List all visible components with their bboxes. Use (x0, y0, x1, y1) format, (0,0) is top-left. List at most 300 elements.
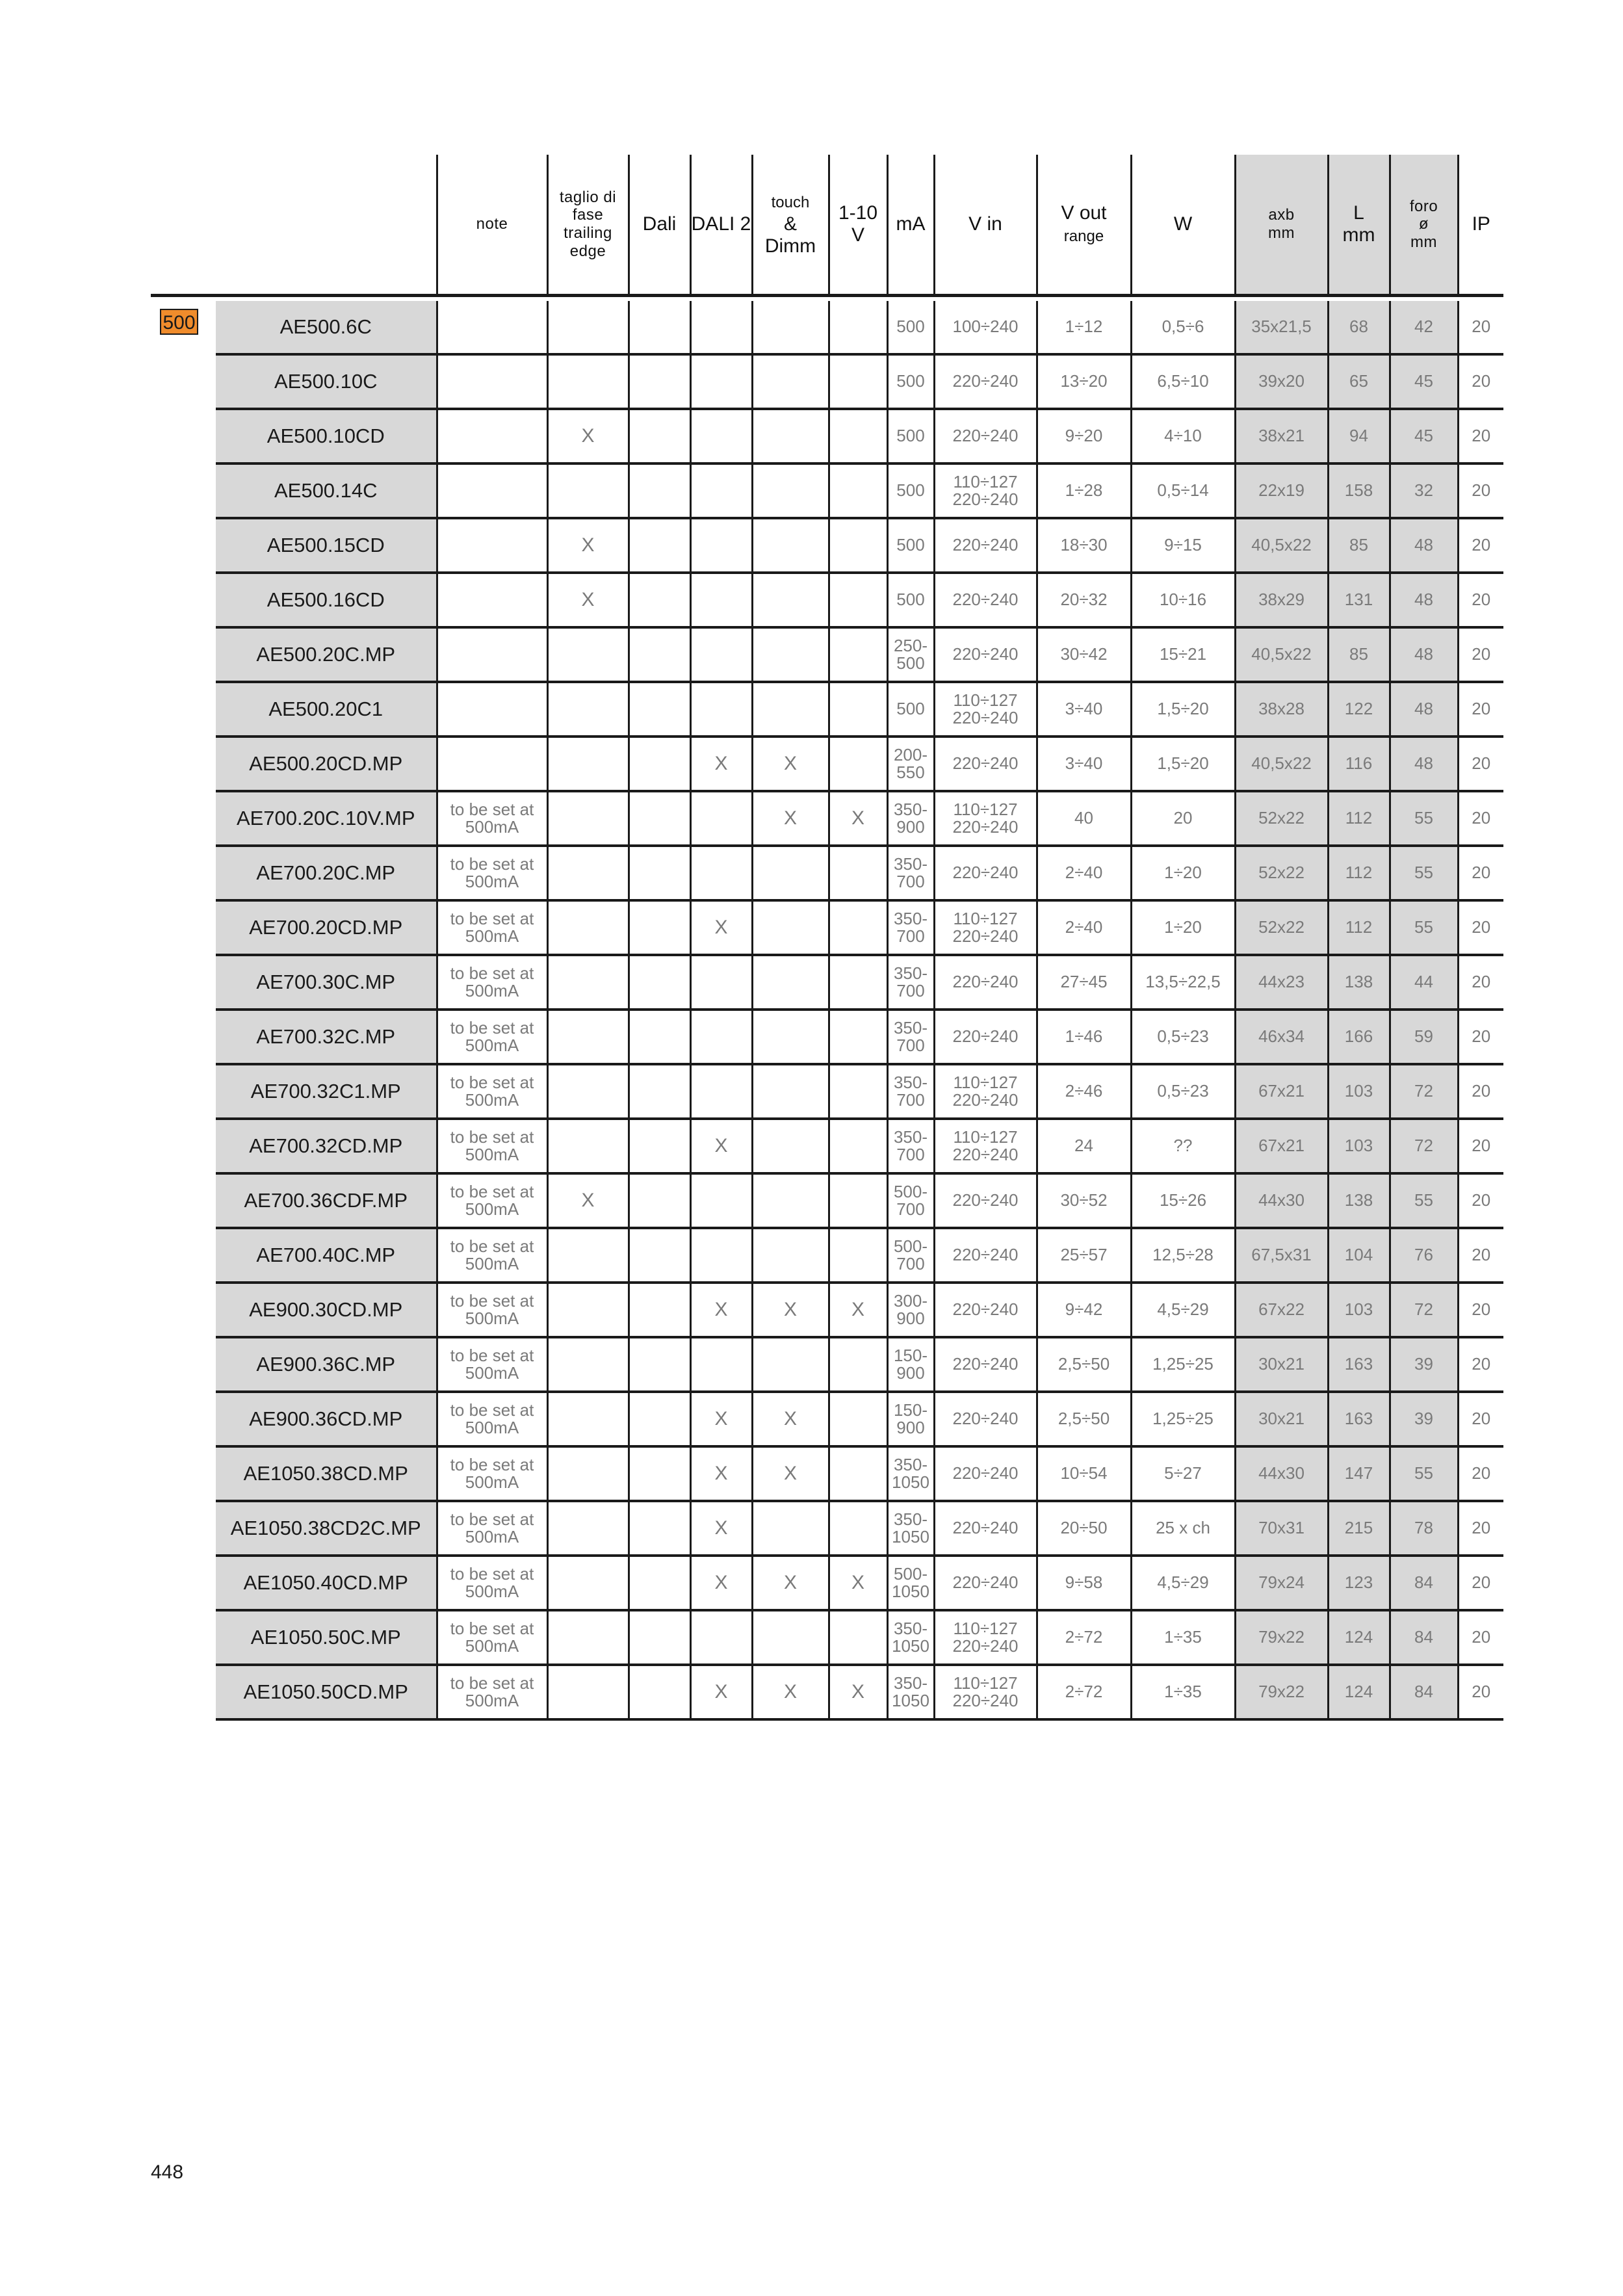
trailing-edge-cell: X (547, 409, 629, 463)
model-cell: AE1050.38CD.MP (216, 1446, 437, 1501)
vout-cell: 1÷46 (1037, 1010, 1131, 1064)
vout-cell: 24 (1037, 1119, 1131, 1173)
header-foro (1390, 155, 1458, 296)
one-ten-v-cell (829, 409, 887, 463)
header-axb-line: axb (1268, 206, 1295, 224)
header-touch-dimm-line: touch (771, 194, 810, 212)
note-cell-line: 500mA (465, 981, 519, 1000)
ma-cell-line: 900 (896, 1309, 925, 1328)
one-ten-v-cell (829, 573, 887, 627)
trailing-edge-cell (547, 1556, 629, 1610)
vin-cell (934, 354, 1037, 409)
one-ten-v-cell (829, 1501, 887, 1556)
ip-cell: 20 (1458, 354, 1503, 409)
model-cell: AE1050.50CD.MP (216, 1665, 437, 1719)
ma-cell-line: 500- (893, 1236, 928, 1256)
vin-cell (934, 1064, 1037, 1119)
vin-cell (934, 573, 1037, 627)
header-vout-range (1037, 155, 1131, 296)
vin-cell-line: 110÷127 (953, 471, 1018, 491)
ma-cell (887, 463, 934, 518)
table-row (151, 1119, 1503, 1173)
one-ten-v-cell: X (829, 791, 887, 846)
ma-cell-line: 500 (896, 426, 925, 446)
trailing-edge-cell (547, 846, 629, 900)
vin-cell (934, 518, 1037, 573)
foro-cell: 72 (1390, 1119, 1458, 1173)
header-w: W (1131, 155, 1235, 296)
touch-dimm-cell (752, 682, 829, 737)
axb-cell: 46x34 (1235, 1010, 1328, 1064)
header-ma: mA (887, 155, 934, 296)
vin-cell-line: 220÷240 (952, 1090, 1019, 1110)
length-cell: 163 (1328, 1337, 1390, 1392)
row-spacer-cell (151, 1228, 216, 1283)
row-spacer-cell (151, 409, 216, 463)
one-ten-v-cell (829, 1010, 887, 1064)
touch-dimm-cell (752, 1337, 829, 1392)
one-ten-v-cell (829, 955, 887, 1010)
touch-dimm-cell (752, 1228, 829, 1283)
ip-cell: 20 (1458, 900, 1503, 955)
note-cell-line: to be set at (450, 1673, 534, 1693)
ma-cell (887, 1283, 934, 1337)
ma-cell-line: 200- (893, 744, 928, 764)
note-cell-line: to be set at (450, 1454, 534, 1474)
ma-cell-line: 350- (893, 1072, 928, 1092)
foro-cell: 48 (1390, 573, 1458, 627)
note-cell-line: to be set at (450, 963, 534, 983)
vin-cell-line: 220÷240 (952, 972, 1019, 992)
trailing-edge-cell: X (547, 573, 629, 627)
trailing-edge-cell (547, 1337, 629, 1392)
one-ten-v-cell (829, 737, 887, 791)
watt-cell: 1,25÷25 (1131, 1337, 1235, 1392)
note-cell-line: to be set at (450, 854, 534, 874)
touch-dimm-cell (752, 1010, 829, 1064)
note-cell-line: to be set at (450, 1072, 534, 1092)
table-row (151, 1665, 1503, 1719)
ma-cell-line: 500- (893, 1563, 928, 1584)
dali2-cell: X (690, 900, 752, 955)
vin-cell-line: 220÷240 (952, 535, 1019, 555)
ma-cell (887, 1337, 934, 1392)
vin-cell-line: 220÷240 (952, 1026, 1019, 1047)
axb-cell: 79x22 (1235, 1665, 1328, 1719)
header-vout-line: V out (1061, 202, 1107, 224)
row-spacer-cell (151, 518, 216, 573)
dali2-cell (690, 301, 752, 354)
watt-cell: 15÷26 (1131, 1173, 1235, 1228)
one-ten-v-cell (829, 1446, 887, 1501)
vout-cell: 30÷42 (1037, 627, 1131, 682)
header-length (1328, 155, 1390, 296)
note-cell (437, 1283, 547, 1337)
ip-cell: 20 (1458, 1610, 1503, 1665)
header-touch-dimm-line: Dimm (764, 235, 816, 257)
ma-cell-line: 700 (896, 981, 925, 1000)
row-spacer-cell (151, 1610, 216, 1665)
vout-cell: 3÷40 (1037, 682, 1131, 737)
note-cell (437, 301, 547, 354)
dali2-cell (690, 1010, 752, 1064)
length-cell: 85 (1328, 627, 1390, 682)
header-model (216, 155, 437, 296)
model-cell: AE1050.40CD.MP (216, 1556, 437, 1610)
vin-cell (934, 1010, 1037, 1064)
model-cell: AE900.36C.MP (216, 1337, 437, 1392)
table-row (151, 301, 1503, 354)
header-length-line: L (1353, 202, 1364, 224)
dali2-cell (690, 354, 752, 409)
ma-cell (887, 1665, 934, 1719)
ma-cell (887, 1010, 934, 1064)
note-cell-line: 500mA (465, 1636, 519, 1656)
dali-cell (629, 1446, 690, 1501)
vin-cell-line: 220÷240 (952, 1354, 1019, 1374)
foro-cell: 55 (1390, 1446, 1458, 1501)
ma-cell (887, 354, 934, 409)
ma-cell-line: 150- (893, 1400, 928, 1420)
length-cell: 147 (1328, 1446, 1390, 1501)
axb-cell: 52x22 (1235, 846, 1328, 900)
length-cell: 112 (1328, 900, 1390, 955)
ma-cell (887, 573, 934, 627)
model-cell: AE700.20CD.MP (216, 900, 437, 955)
note-cell-line: 500mA (465, 926, 519, 946)
note-cell-line: 500mA (465, 1472, 519, 1492)
touch-dimm-cell: X (752, 1665, 829, 1719)
note-cell-line: to be set at (450, 1509, 534, 1529)
touch-dimm-cell (752, 301, 829, 354)
ma-cell-line: 500- (893, 1181, 928, 1201)
note-cell-line: 500mA (465, 1527, 519, 1546)
vin-cell-line: 220÷240 (952, 1463, 1019, 1483)
vin-cell (934, 1610, 1037, 1665)
touch-dimm-cell: X (752, 1556, 829, 1610)
vin-cell-line: 220÷240 (952, 1636, 1019, 1656)
touch-dimm-cell (752, 409, 829, 463)
ma-cell (887, 1173, 934, 1228)
foro-cell: 72 (1390, 1283, 1458, 1337)
row-spacer-cell (151, 846, 216, 900)
ma-cell-line: 1050 (892, 1582, 929, 1601)
vout-cell: 1÷12 (1037, 301, 1131, 354)
one-ten-v-cell (829, 1610, 887, 1665)
watt-cell: ?? (1131, 1119, 1235, 1173)
touch-dimm-cell (752, 627, 829, 682)
row-spacer-cell (151, 1010, 216, 1064)
foro-cell: 78 (1390, 1501, 1458, 1556)
vout-cell: 40 (1037, 791, 1131, 846)
ma-cell-line: 1050 (892, 1636, 929, 1656)
ma-cell-line: 700 (896, 1199, 925, 1219)
vin-cell-line: 110÷127 (953, 1618, 1018, 1638)
table-row (151, 846, 1503, 900)
note-cell-line: to be set at (450, 908, 534, 928)
ma-cell-line: 350- (893, 1127, 928, 1147)
length-cell: 138 (1328, 1173, 1390, 1228)
vout-cell: 2÷46 (1037, 1064, 1131, 1119)
axb-cell: 40,5x22 (1235, 737, 1328, 791)
axb-cell: 67,5x31 (1235, 1228, 1328, 1283)
table-row (151, 354, 1503, 409)
model-cell: AE500.10C (216, 354, 437, 409)
axb-cell: 39x20 (1235, 354, 1328, 409)
note-cell (437, 1556, 547, 1610)
ip-cell: 20 (1458, 846, 1503, 900)
dali-cell (629, 1665, 690, 1719)
header-note: note (437, 155, 547, 296)
length-cell: 124 (1328, 1665, 1390, 1719)
row-spacer-cell (151, 1446, 216, 1501)
ma-cell-line: 900 (896, 1363, 925, 1383)
dali2-cell (690, 1228, 752, 1283)
foro-cell: 48 (1390, 518, 1458, 573)
header-foro-line: ø (1418, 215, 1429, 233)
vin-cell-line: 220÷240 (952, 1572, 1019, 1593)
note-cell-line: 500mA (465, 1582, 519, 1601)
trailing-edge-cell (547, 791, 629, 846)
vout-cell: 2÷72 (1037, 1665, 1131, 1719)
vout-cell: 13÷20 (1037, 354, 1131, 409)
vout-cell: 25÷57 (1037, 1228, 1131, 1283)
axb-cell: 44x23 (1235, 955, 1328, 1010)
ma-cell-line: 350- (893, 908, 928, 928)
ma-cell (887, 900, 934, 955)
one-ten-v-cell (829, 301, 887, 354)
one-ten-v-cell (829, 518, 887, 573)
note-cell (437, 518, 547, 573)
trailing-edge-cell (547, 1610, 629, 1665)
table-row (151, 682, 1503, 737)
watt-cell: 1÷35 (1131, 1665, 1235, 1719)
note-cell (437, 900, 547, 955)
header-gap (151, 296, 1503, 302)
watt-cell: 20 (1131, 791, 1235, 846)
vin-cell-line: 220÷240 (952, 489, 1019, 509)
vin-cell-line: 110÷127 (953, 1072, 1018, 1092)
vin-cell (934, 791, 1037, 846)
axb-cell: 40,5x22 (1235, 627, 1328, 682)
ip-cell: 20 (1458, 1119, 1503, 1173)
foro-cell: 42 (1390, 301, 1458, 354)
row-spacer-cell (151, 1119, 216, 1173)
vin-cell-line: 220÷240 (952, 817, 1019, 837)
length-cell: 112 (1328, 791, 1390, 846)
ma-cell (887, 409, 934, 463)
vin-cell (934, 737, 1037, 791)
header-ip: IP (1458, 155, 1503, 296)
ma-cell-line: 500 (896, 535, 925, 555)
header-length-line: mm (1342, 224, 1375, 246)
vin-cell-line: 220÷240 (952, 1299, 1019, 1320)
ma-cell (887, 1556, 934, 1610)
section-badge: 500 (160, 309, 198, 335)
watt-cell: 4,5÷29 (1131, 1283, 1235, 1337)
dali2-cell: X (690, 1392, 752, 1446)
vout-cell: 20÷50 (1037, 1501, 1131, 1556)
header-vout-line: range (1063, 228, 1104, 245)
ip-cell: 20 (1458, 1010, 1503, 1064)
note-cell (437, 955, 547, 1010)
one-ten-v-cell (829, 900, 887, 955)
note-cell (437, 1228, 547, 1283)
vin-cell (934, 1556, 1037, 1610)
ma-cell-line: 500 (896, 699, 925, 719)
ma-cell-line: 350- (893, 1618, 928, 1638)
ma-cell-line: 550 (896, 763, 925, 782)
row-spacer-cell (151, 900, 216, 955)
touch-dimm-cell (752, 1501, 829, 1556)
note-cell (437, 1501, 547, 1556)
trailing-edge-cell (547, 1501, 629, 1556)
note-cell (437, 1173, 547, 1228)
ma-cell-line: 350- (893, 799, 928, 819)
vin-cell (934, 627, 1037, 682)
trailing-edge-cell (547, 955, 629, 1010)
ma-cell-line: 700 (896, 926, 925, 946)
dali-cell (629, 900, 690, 955)
touch-dimm-cell (752, 463, 829, 518)
ip-cell: 20 (1458, 1446, 1503, 1501)
note-cell (437, 1064, 547, 1119)
ma-cell-line: 350- (893, 1509, 928, 1529)
vin-cell (934, 1665, 1037, 1719)
ip-cell: 20 (1458, 627, 1503, 682)
foro-cell: 48 (1390, 627, 1458, 682)
watt-cell: 25 x ch (1131, 1501, 1235, 1556)
ma-cell (887, 1610, 934, 1665)
header-gap-cell (151, 296, 1503, 302)
vin-cell (934, 955, 1037, 1010)
ma-cell (887, 301, 934, 354)
ma-cell-line: 1050 (892, 1691, 929, 1710)
note-cell (437, 1392, 547, 1446)
note-cell-line: 500mA (465, 1254, 519, 1273)
watt-cell: 1,5÷20 (1131, 682, 1235, 737)
note-cell-line: to be set at (450, 1618, 534, 1638)
model-cell: AE500.20CD.MP (216, 737, 437, 791)
touch-dimm-cell (752, 573, 829, 627)
ma-cell-line: 250- (893, 635, 928, 655)
row-spacer-cell (151, 573, 216, 627)
row-spacer-cell (151, 627, 216, 682)
axb-cell: 44x30 (1235, 1173, 1328, 1228)
ma-cell-line: 700 (896, 1254, 925, 1273)
note-cell (437, 791, 547, 846)
table-row (151, 1228, 1503, 1283)
note-cell-line: 500mA (465, 1309, 519, 1328)
touch-dimm-cell: X (752, 1283, 829, 1337)
note-cell-line: 500mA (465, 817, 519, 837)
note-cell (437, 1610, 547, 1665)
watt-cell: 1÷20 (1131, 846, 1235, 900)
ma-cell (887, 1501, 934, 1556)
dali-cell (629, 573, 690, 627)
ip-cell: 20 (1458, 1228, 1503, 1283)
dali-cell (629, 1501, 690, 1556)
header-foro-line: foro (1409, 197, 1438, 215)
vin-cell-line: 110÷127 (953, 690, 1018, 710)
axb-cell: 67x21 (1235, 1119, 1328, 1173)
note-cell-line: to be set at (450, 1181, 534, 1201)
dali2-cell: X (690, 1556, 752, 1610)
vout-cell: 18÷30 (1037, 518, 1131, 573)
ma-cell (887, 1392, 934, 1446)
vout-cell: 2,5÷50 (1037, 1392, 1131, 1446)
row-spacer-cell (151, 354, 216, 409)
dali2-cell (690, 463, 752, 518)
vin-cell-line: 220÷240 (952, 644, 1019, 664)
model-cell: AE500.20C.MP (216, 627, 437, 682)
trailing-edge-cell (547, 1010, 629, 1064)
one-ten-v-cell (829, 1392, 887, 1446)
row-spacer-cell (151, 1556, 216, 1610)
dali2-cell (690, 791, 752, 846)
ma-cell-line: 900 (896, 817, 925, 837)
driver-spec-table (151, 155, 1503, 1721)
table-row (151, 1392, 1503, 1446)
length-cell: 122 (1328, 682, 1390, 737)
touch-dimm-cell (752, 1610, 829, 1665)
touch-dimm-cell: X (752, 737, 829, 791)
note-cell-line: 500mA (465, 1036, 519, 1055)
row-spacer-cell (151, 1665, 216, 1719)
foro-cell: 55 (1390, 900, 1458, 955)
table-row (151, 627, 1503, 682)
one-ten-v-cell: X (829, 1665, 887, 1719)
length-cell: 85 (1328, 518, 1390, 573)
page-number: 448 (151, 2161, 184, 2183)
watt-cell: 13,5÷22,5 (1131, 955, 1235, 1010)
ma-cell (887, 682, 934, 737)
model-cell: AE700.32CD.MP (216, 1119, 437, 1173)
touch-dimm-cell (752, 354, 829, 409)
ma-cell-line: 700 (896, 1090, 925, 1110)
vin-cell-line: 220÷240 (952, 1245, 1019, 1265)
dali2-cell (690, 1173, 752, 1228)
ma-cell-line: 900 (896, 1418, 925, 1437)
note-cell-line: 500mA (465, 1199, 519, 1219)
length-cell: 123 (1328, 1556, 1390, 1610)
table-row (151, 463, 1503, 518)
model-cell: AE700.20C.10V.MP (216, 791, 437, 846)
ma-cell (887, 518, 934, 573)
ip-cell: 20 (1458, 1556, 1503, 1610)
vout-cell: 9÷20 (1037, 409, 1131, 463)
vout-cell: 2,5÷50 (1037, 1337, 1131, 1392)
header-axb-line: mm (1268, 224, 1295, 242)
trailing-edge-cell (547, 1283, 629, 1337)
ma-cell-line: 500 (896, 480, 925, 501)
length-cell: 103 (1328, 1119, 1390, 1173)
model-cell: AE500.10CD (216, 409, 437, 463)
ma-cell-line: 300- (893, 1290, 928, 1311)
vout-cell: 2÷72 (1037, 1610, 1131, 1665)
note-cell-line: 500mA (465, 1090, 519, 1110)
vin-cell-line: 110÷127 (953, 799, 1018, 819)
vin-cell-line: 220÷240 (952, 371, 1019, 391)
note-cell-line: 500mA (465, 1691, 519, 1710)
table-row (151, 1446, 1503, 1501)
model-cell: AE500.14C (216, 463, 437, 518)
trailing-edge-cell (547, 354, 629, 409)
ip-cell: 20 (1458, 1665, 1503, 1719)
dali-cell (629, 955, 690, 1010)
model-cell: AE700.40C.MP (216, 1228, 437, 1283)
foro-cell: 55 (1390, 1173, 1458, 1228)
